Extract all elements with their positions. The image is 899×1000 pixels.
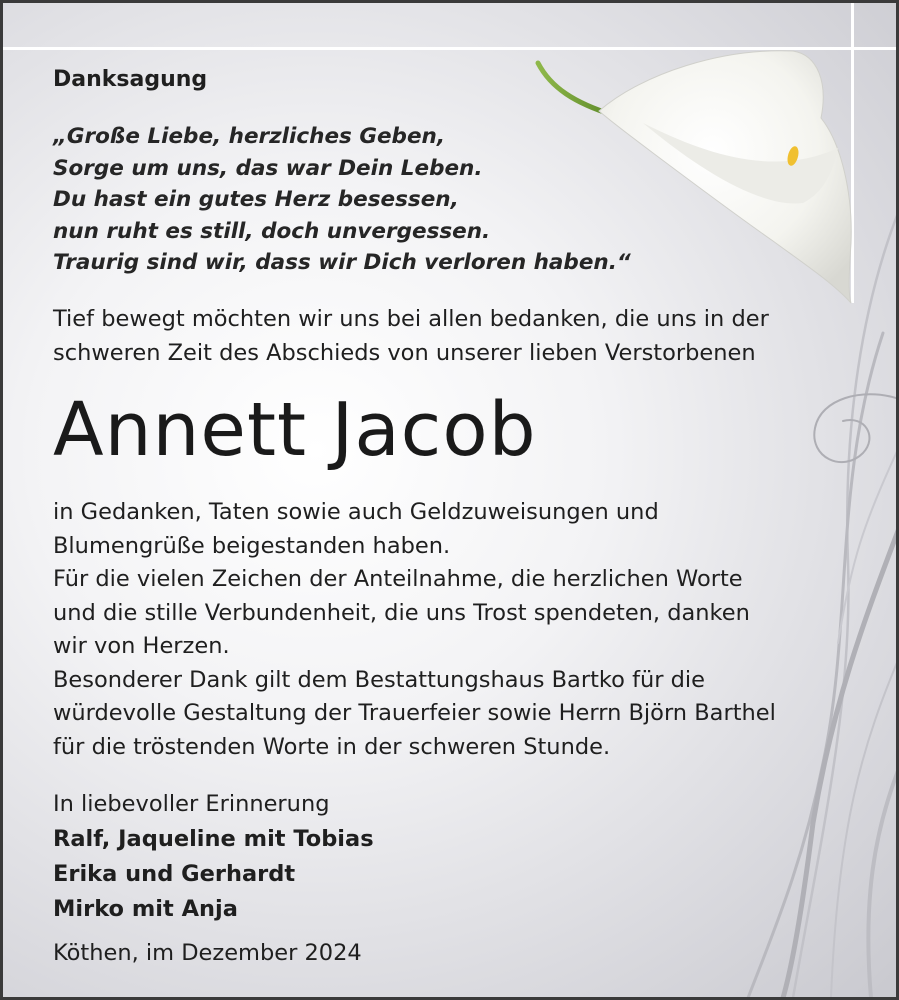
- text-line: für die tröstenden Worte in der schweren Stunde.: [53, 733, 611, 760]
- text-line: schweren Zeit des Abschieds von unserer lieben Verstorbenen: [53, 339, 756, 366]
- text-line: würdevolle Gestaltung der Trauerfeier sowie Herrn Björn Barthel: [53, 700, 776, 726]
- intro-text: [53, 303, 769, 370]
- closing-line: In liebevoller Erinnerung: [53, 791, 330, 817]
- poem-line: Sorge um uns, das war Dein Leben.: [53, 155, 483, 181]
- poem-line: Du hast ein gutes Herz besessen,: [53, 187, 459, 212]
- heading: Danksagung: [53, 67, 208, 92]
- signatory: Ralf, Jaqueline mit Tobias: [53, 826, 374, 852]
- signatory: Erika und Gerhardt: [53, 861, 296, 887]
- text-line: wir von Herzen.: [53, 633, 230, 659]
- text-line: in Gedanken, Taten sowie auch Geldzuweisungen und: [53, 499, 659, 525]
- signatories: [53, 822, 374, 927]
- text-line: Tief bewegt möchten wir uns bei allen bedanken, die uns in der: [53, 306, 769, 332]
- text-line: Blumengrüße beigestanden haben.: [53, 532, 451, 559]
- signatory: Mirko mit Anja: [53, 896, 238, 922]
- text-line: Für die vielen Zeichen der Anteilnahme, die herzlichen Worte: [53, 566, 743, 592]
- deceased-name: Annett Jacob: [53, 387, 537, 473]
- poem: [53, 121, 631, 279]
- place-date: Köthen, im Dezember 2024: [53, 940, 362, 966]
- poem-line: Traurig sind wir, dass wir Dich verloren haben.“: [53, 250, 631, 275]
- poem-line: nun ruht es still, doch unvergessen.: [53, 218, 491, 244]
- poem-line: „Große Liebe, herzliches Geben,: [53, 124, 446, 149]
- text-line: Besonderer Dank gilt dem Bestattungshaus Bartko für die: [53, 666, 706, 693]
- body-text: [53, 496, 776, 764]
- text-line: und die stille Verbundenheit, die uns Trost spendeten, danken: [53, 599, 750, 626]
